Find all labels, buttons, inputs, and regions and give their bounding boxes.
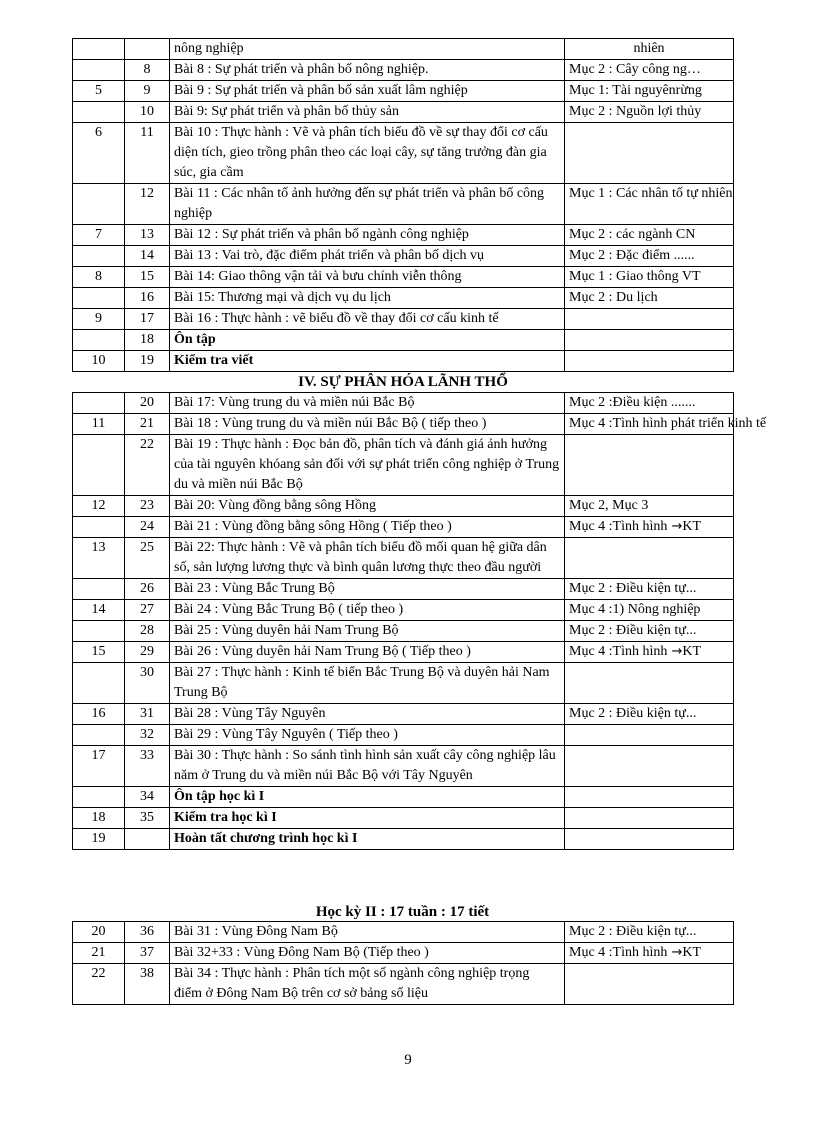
section-cell — [565, 414, 767, 435]
week-cell — [73, 60, 125, 81]
week-cell: 10 — [73, 351, 125, 372]
section-label-tail: KT — [682, 945, 702, 960]
section-cell — [565, 943, 734, 964]
period-cell: 14 — [125, 246, 170, 267]
lesson-cell: Bài 21 : Vùng đồng bằng sông Hồng ( Tiếp theo ) — [170, 517, 565, 538]
period-cell: 30 — [125, 663, 170, 704]
lesson-cell: Bài 11 : Các nhân tố ảnh hưởng đến sự phát triển và phân bố công nghiệp — [170, 184, 565, 225]
week-cell — [73, 787, 125, 808]
lesson-cell: Bài 24 : Vùng Bắc Trung Bộ ( tiếp theo ) — [170, 600, 565, 621]
section-cell — [565, 123, 734, 184]
section-cell — [565, 225, 734, 246]
section-cell — [565, 538, 734, 579]
table-row — [73, 725, 734, 746]
period-cell: 33 — [125, 746, 170, 787]
section-label: Mục 2 : Đặc điểm ...... — [569, 248, 695, 263]
lesson-cell: Kiểm tra học kì I — [170, 808, 565, 829]
semester-2-heading: Học kỳ II : 17 tuần : 17 tiết — [315, 904, 490, 920]
section-label: nhiên — [633, 41, 665, 56]
week-cell: 17 — [73, 746, 125, 787]
section-cell — [565, 579, 734, 600]
lesson-cell: Bài 8 : Sự phát triển và phân bố nông nghiệp. — [170, 60, 565, 81]
week-cell — [73, 330, 125, 351]
lesson-cell: Bài 30 : Thực hành : So sánh tình hình sản xuất cây công nghiệp lâu năm ở Trung du và miền núi Bắc Bộ với Tây Nguyên — [170, 746, 565, 787]
section-cell — [565, 102, 734, 123]
section-label: Mục 2, Mục 3 — [569, 498, 649, 513]
section-cell — [565, 517, 734, 538]
section-cell — [565, 246, 734, 267]
period-cell: 19 — [125, 351, 170, 372]
week-cell — [73, 579, 125, 600]
period-cell: 12 — [125, 184, 170, 225]
section-cell — [565, 642, 734, 663]
lesson-cell: Bài 25 : Vùng duyên hải Nam Trung Bộ — [170, 621, 565, 642]
table-row — [73, 621, 734, 642]
section-label: Mục 4 :Tình hình — [569, 644, 668, 659]
table-row — [73, 787, 734, 808]
week-cell — [73, 663, 125, 704]
section-label: Mục 4 :Tình hình — [569, 945, 668, 960]
period-cell: 22 — [125, 435, 170, 496]
lesson-cell: Bài 29 : Vùng Tây Nguyên ( Tiếp theo ) — [170, 725, 565, 746]
section-label-tail: KT — [682, 644, 702, 659]
section-cell — [565, 663, 734, 704]
week-cell: 11 — [73, 414, 125, 435]
period-cell: 21 — [125, 414, 170, 435]
table-row — [73, 943, 734, 964]
table-row — [73, 829, 734, 850]
table-row — [73, 39, 734, 60]
section-label: Mục 2 :Điều kiện ....... — [569, 395, 696, 410]
right-arrow-icon: → — [667, 644, 683, 659]
right-arrow-icon: → — [667, 519, 683, 534]
lesson-cell: Bài 31 : Vùng Đông Nam Bộ — [170, 922, 565, 943]
week-cell: 14 — [73, 600, 125, 621]
period-cell: 34 — [125, 787, 170, 808]
table-row — [73, 123, 734, 184]
lesson-cell: Bài 18 : Vùng trung du và miền núi Bắc Bộ ( tiếp theo ) — [170, 414, 565, 435]
week-cell — [73, 621, 125, 642]
section-cell — [565, 393, 734, 414]
period-cell: 28 — [125, 621, 170, 642]
period-cell: 16 — [125, 288, 170, 309]
lesson-cell: nông nghiệp — [170, 39, 565, 60]
section-label: Mục 4 :1) Nông nghiệp — [569, 602, 701, 617]
section-cell — [565, 964, 734, 1005]
period-cell: 9 — [125, 81, 170, 102]
week-cell: 15 — [73, 642, 125, 663]
section-cell — [565, 704, 734, 725]
lesson-cell: Bài 12 : Sự phát triển và phân bố ngành công nghiệp — [170, 225, 565, 246]
lesson-cell: Hoàn tất chương trình học kì I — [170, 829, 565, 850]
table-row — [73, 746, 734, 787]
period-cell: 20 — [125, 393, 170, 414]
lesson-cell: Ôn tập học kì I — [170, 787, 565, 808]
table-row — [73, 704, 734, 725]
table-row — [73, 642, 734, 663]
period-cell: 27 — [125, 600, 170, 621]
table-row — [73, 922, 734, 943]
period-cell: 35 — [125, 808, 170, 829]
lesson-cell: Bài 26 : Vùng duyên hải Nam Trung Bộ ( Tiếp theo ) — [170, 642, 565, 663]
section-heading-row — [73, 372, 734, 393]
page-number: 9 — [404, 1052, 412, 1068]
lesson-cell: Ôn tập — [170, 330, 565, 351]
table-row — [73, 579, 734, 600]
section-cell — [565, 309, 734, 330]
lesson-cell: Bài 15: Thương mại và dịch vụ du lịch — [170, 288, 565, 309]
period-cell: 15 — [125, 267, 170, 288]
table-row — [73, 102, 734, 123]
section-label: Mục 2 : Nguồn lợi thủy — [569, 104, 702, 119]
table-row — [73, 663, 734, 704]
lesson-cell: Bài 16 : Thực hành : vẽ biểu đồ về thay đổi cơ cấu kinh tế — [170, 309, 565, 330]
lesson-cell: Bài 13 : Vai trò, đặc điểm phát triển và phân bố dịch vụ — [170, 246, 565, 267]
section-label: Mục 1: Tài nguyênrừng — [569, 83, 702, 98]
section-cell — [565, 725, 734, 746]
table-row — [73, 330, 734, 351]
table-row — [73, 414, 734, 435]
section-label: Mục 2 : Điều kiện tự... — [569, 706, 697, 721]
table-row — [73, 225, 734, 246]
period-cell: 23 — [125, 496, 170, 517]
section-label: Mục 2 : Điều kiện tự... — [569, 623, 697, 638]
lesson-cell: Bài 28 : Vùng Tây Nguyên — [170, 704, 565, 725]
lesson-cell: Bài 32+33 : Vùng Đông Nam Bộ (Tiếp theo ) — [170, 943, 565, 964]
lesson-cell: Kiểm tra viết — [170, 351, 565, 372]
section-label: Mục 2 : Điều kiện tự... — [569, 924, 697, 939]
week-cell: 16 — [73, 704, 125, 725]
period-cell: 11 — [125, 123, 170, 184]
table-row — [73, 309, 734, 330]
table-row — [73, 184, 734, 225]
lesson-cell: Bài 9: Sự phát triển và phân bố thủy sản — [170, 102, 565, 123]
lesson-cell: Bài 27 : Thực hành : Kinh tế biển Bắc Trung Bộ và duyên hải Nam Trung Bộ — [170, 663, 565, 704]
section-cell — [565, 330, 734, 351]
table-row — [73, 60, 734, 81]
week-cell — [73, 393, 125, 414]
section-label: Mục 2 : các ngành CN — [569, 227, 696, 242]
period-cell: 10 — [125, 102, 170, 123]
section-cell — [565, 435, 734, 496]
period-cell: 25 — [125, 538, 170, 579]
section-cell — [565, 81, 734, 102]
week-cell: 6 — [73, 123, 125, 184]
period-cell: 18 — [125, 330, 170, 351]
section-cell — [565, 746, 734, 787]
period-cell: 13 — [125, 225, 170, 246]
period-cell: 17 — [125, 309, 170, 330]
section-label: Mục 2 : Điều kiện tự... — [569, 581, 697, 596]
table-row — [73, 496, 734, 517]
section-cell — [565, 351, 734, 372]
lesson-cell: Bài 9 : Sự phát triển và phân bố sản xuất lâm nghiệp — [170, 81, 565, 102]
week-cell: 12 — [73, 496, 125, 517]
section-cell — [565, 600, 734, 621]
table-row — [73, 267, 734, 288]
section-cell — [565, 267, 734, 288]
period-cell — [125, 829, 170, 850]
period-cell: 26 — [125, 579, 170, 600]
week-cell: 8 — [73, 267, 125, 288]
section-label: Mục 4 :Tình hình — [569, 519, 668, 534]
period-cell: 32 — [125, 725, 170, 746]
period-cell: 38 — [125, 964, 170, 1005]
week-cell — [73, 102, 125, 123]
table-row — [73, 393, 734, 414]
table-row — [73, 964, 734, 1005]
period-cell — [125, 39, 170, 60]
week-cell — [73, 246, 125, 267]
table-row — [73, 538, 734, 579]
section-label: Mục 2 : Du lịch — [569, 290, 658, 305]
section-label: Mục 1 : Các nhân tố tự nhiên — [569, 186, 733, 201]
table-row — [73, 351, 734, 372]
table-row — [73, 808, 734, 829]
week-cell — [73, 184, 125, 225]
section-cell — [565, 39, 734, 60]
lesson-cell: Bài 17: Vùng trung du và miền núi Bắc Bộ — [170, 393, 565, 414]
week-cell: 22 — [73, 964, 125, 1005]
lesson-cell: Bài 22: Thực hành : Vẽ và phân tích biểu đồ mối quan hệ giữa dân số, sản lượng lương thực và bình quân lương thực theo đầu người — [170, 538, 565, 579]
table-row — [73, 246, 734, 267]
section-cell — [565, 60, 734, 81]
lesson-cell: Bài 19 : Thực hành : Đọc bản đồ, phân tích và đánh giá ảnh hưởng của tài nguyên khóang sản đối với sự phát triển công nghiệp ở Trung du và miền núi Bắc Bộ — [170, 435, 565, 496]
section-cell — [565, 808, 734, 829]
period-cell: 36 — [125, 922, 170, 943]
table-row — [73, 288, 734, 309]
week-cell: 9 — [73, 309, 125, 330]
section-cell — [565, 496, 734, 517]
period-cell: 24 — [125, 517, 170, 538]
lesson-cell: Bài 20: Vùng đồng bằng sông Hồng — [170, 496, 565, 517]
week-cell: 13 — [73, 538, 125, 579]
week-cell — [73, 288, 125, 309]
week-cell: 7 — [73, 225, 125, 246]
lesson-cell: Bài 34 : Thực hành : Phân tích một số ngành công nghiệp trọng điểm ở Đông Nam Bộ trên cơ sở bảng số liệu — [170, 964, 565, 1005]
section-cell — [565, 922, 734, 943]
table-row — [73, 517, 734, 538]
section-cell — [565, 288, 734, 309]
section-cell — [565, 787, 734, 808]
section-label: Mục 4 :Tình hình phát triển kinh tế — [569, 416, 767, 431]
lesson-cell: Bài 10 : Thực hành : Vẽ và phân tích biểu đồ về sự thay đổi cơ cấu diện tích, gieo trồng phân theo các loại cây, sự tăng trưởng đàn gia súc, gia cầm — [170, 123, 565, 184]
section-cell — [565, 184, 734, 225]
period-cell: 37 — [125, 943, 170, 964]
right-arrow-icon: → — [667, 945, 683, 960]
week-cell: 5 — [73, 81, 125, 102]
section-iv-heading: IV. SỰ PHÂN HÓA LÃNH THỔ — [73, 372, 734, 393]
table-row — [73, 81, 734, 102]
table-row — [73, 600, 734, 621]
period-cell: 29 — [125, 642, 170, 663]
section-label-tail: KT — [682, 519, 702, 534]
week-cell — [73, 435, 125, 496]
lesson-cell: Bài 23 : Vùng Bắc Trung Bộ — [170, 579, 565, 600]
week-cell: 21 — [73, 943, 125, 964]
curriculum-table-semester-2 — [72, 921, 734, 1005]
section-cell — [565, 829, 734, 850]
week-cell — [73, 725, 125, 746]
week-cell: 18 — [73, 808, 125, 829]
period-cell: 31 — [125, 704, 170, 725]
week-cell — [73, 39, 125, 60]
curriculum-table-semester-1 — [72, 38, 767, 850]
section-label: Mục 1 : Giao thông VT — [569, 269, 701, 284]
week-cell: 20 — [73, 922, 125, 943]
period-cell: 8 — [125, 60, 170, 81]
week-cell: 19 — [73, 829, 125, 850]
section-cell — [565, 621, 734, 642]
section-label: Mục 2 : Cây công ng… — [569, 62, 701, 77]
lesson-cell: Bài 14: Giao thông vận tải và bưu chính viễn thông — [170, 267, 565, 288]
table-row — [73, 435, 734, 496]
week-cell — [73, 517, 125, 538]
